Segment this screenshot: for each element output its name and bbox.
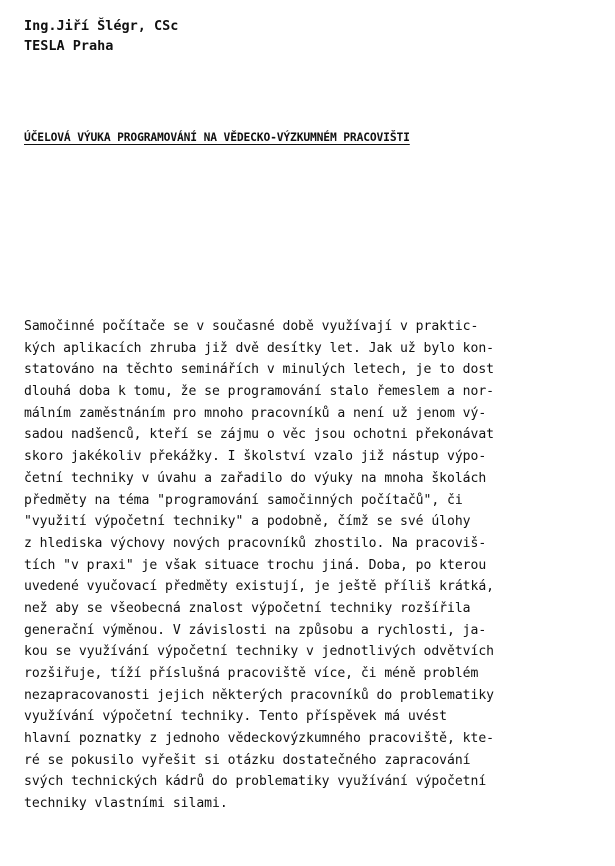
body-line: "využití výpočetní techniky" a podobně, čímž se své úlohy — [24, 514, 471, 530]
body-line: předměty na téma "programování samočinných počítačů", či — [24, 492, 463, 508]
body-line: hlavní poznatky z jednoho vědeckovýzkumného pracoviště, kte- — [24, 731, 494, 747]
author-name: Ing.Jiří Šlégr, CSc — [24, 18, 179, 34]
body-line: málním zaměstnáním pro mnoho pracovníků a není už jenom vý- — [24, 405, 487, 421]
body-line: generační výměnou. V závislosti na způsobu a rychlosti, ja- — [24, 622, 487, 638]
body-line: dlouhá doba k tomu, že se programování stalo řemeslem a nor- — [24, 384, 494, 400]
body-line: statováno na těchto seminářích v minulých letech, je to dost — [24, 362, 494, 378]
body-line: než aby se všeobecná znalost výpočetní techniky rozšířila — [24, 600, 471, 616]
body-line: svých technických kádrů do problematiky využívání výpočetní — [24, 774, 487, 790]
body-line: četní techniky v úvahu a zařadilo do výuky na mnoha školách — [24, 470, 487, 486]
body-line: skoro jakékoliv překážky. I školství vzalo již nástup výpo- — [24, 449, 487, 465]
author-block — [24, 16, 178, 56]
body-line: tích "v praxi" je však situace trochu jiná. Doba, po kterou — [24, 557, 487, 573]
body-line: Samočinné počítače se v současné době využívají v praktic- — [24, 319, 479, 334]
body-line: nezapracovanosti jejich některých pracovníků do problematiky — [24, 687, 494, 703]
body-line: techniky vlastními silami. — [24, 796, 228, 812]
body-line: z hlediska výchovy nových pracovníků zhostilo. Na pracoviš- — [24, 535, 487, 551]
body-line: sadou nadšenců, kteří se zájmu o věc jsou ochotni překonávat — [24, 427, 494, 443]
body-line: využívání výpočetní techniky. Tento příspěvek má uvést — [24, 709, 447, 725]
author-affiliation: TESLA Praha — [24, 38, 114, 54]
body-line: rozšiřuje, tíží příslušná pracoviště více, či méně problém — [24, 666, 479, 681]
body-line: kou se využívání výpočetní techniky v jednotlivých odvětvích — [24, 644, 494, 660]
body-paragraph — [24, 316, 604, 815]
body-line: ré se pokusilo vyřešit si otázku dostatečného zapracování — [24, 752, 471, 768]
body-line: uvedené vyučovací předměty existují, je ještě příliš krátká, — [24, 579, 494, 595]
body-line: kých aplikacích zhruba již dvě desítky let. Jak už bylo kon- — [24, 340, 494, 356]
document-title: ÚČELOVÁ VÝUKA PROGRAMOVÁNÍ NA VĚDECKO-VÝZKUMNÉM PRACOVIŠTI — [24, 131, 410, 144]
